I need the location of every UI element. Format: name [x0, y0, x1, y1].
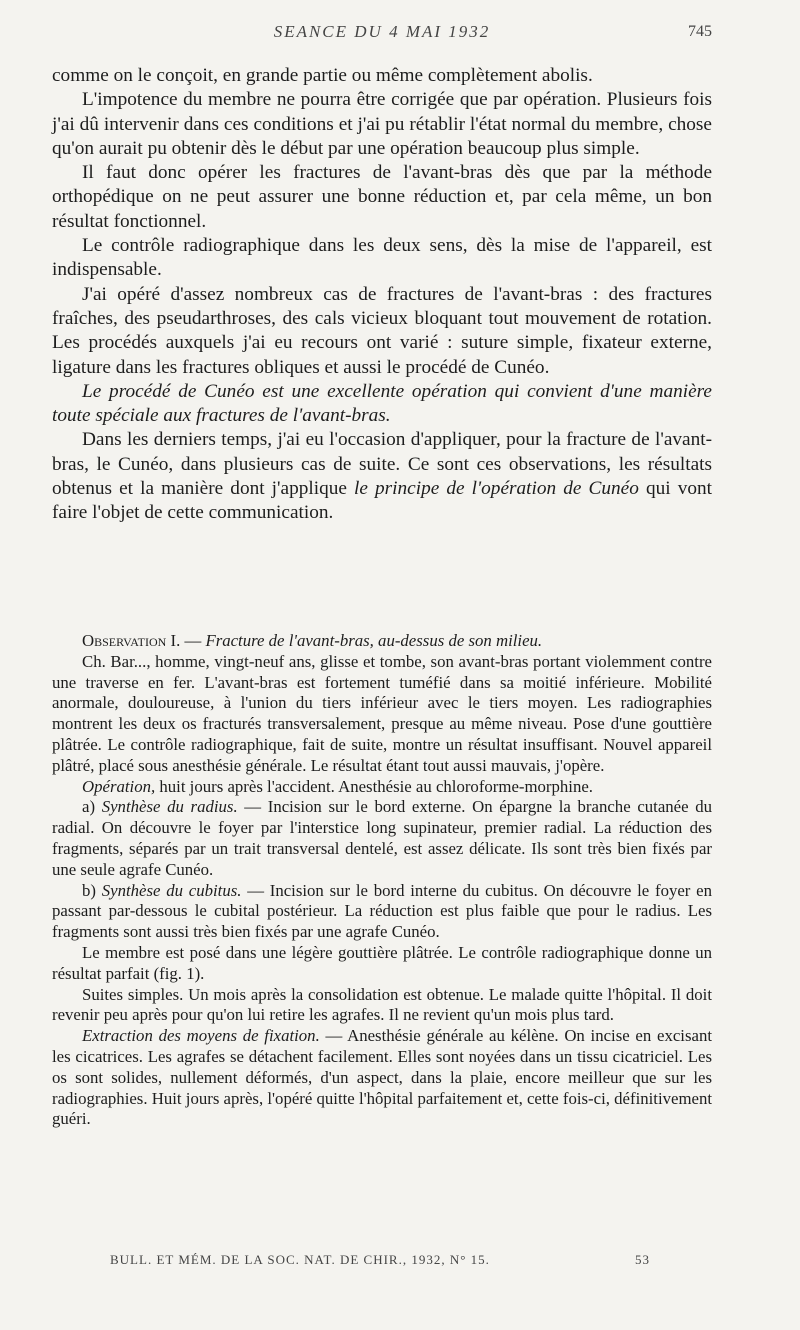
paragraph-text: — Incision sur le bord externe. On épargne la branche cutanée du radial. On découvre le foyer par l'interstice long supinateur, premier radial. La réduction des fragments, séparés par un trait transversal dentelé, est assez délicate. Ils sont très bien fixés par une seule agrafe Cunéo. [52, 797, 713, 879]
paragraph [52, 428, 712, 525]
heading-dash: — [180, 631, 206, 650]
paragraph: Il faut donc opérer les fractures de l'avant-bras dès que par la méthode orthopédique on ne peut assurer une bonne réduction et, par cela même, un bon résultat fonctionnel. [52, 162, 712, 232]
paragraph-text: — Anesthésie générale au kélène. On incise en excisant les cicatrices. Les agrafes se détachent facilement. Elles sont noyées dans un tissu cicatriciel. Les os sont solides, nullement déformés, d'un aspect, dans la plaie, encore meilleur que sur les radiographies. Huit jours après, l'opéré quitte l'hôpital parfaitement et, cette fois-ci, définitivement guéri. [52, 1026, 712, 1129]
observation-label: Observation I. [82, 631, 181, 650]
list-marker: a) [82, 797, 102, 817]
observation-paragraph [52, 797, 712, 880]
running-title: SEANCE DU 4 MAI 1932 [273, 22, 491, 41]
observation-section [52, 631, 712, 1130]
subheading: Synthèse du cubitus. [101, 880, 242, 900]
paragraph: comme on le conçoit, en grande partie ou même complètement abolis. [52, 65, 593, 86]
paragraph-text: qui vont faire l'objet de cette communication. [52, 478, 713, 524]
observation-paragraph [52, 881, 712, 943]
subheading: Opération, [82, 776, 156, 796]
observation-paragraph: Suites simples. Un mois après la consolidation est obtenue. Le malade quitte l'hôpital. Il doit revenir peu après pour qu'on lui retire les agrafes. Il ne revient qu'un mois plus tard. [52, 984, 712, 1025]
subheading: Synthèse du radius. [101, 797, 238, 817]
paragraph-text: huit jours après l'accident. Anesthésie au chloroforme-morphine. [155, 776, 593, 796]
signature-number: 53 [635, 1252, 650, 1267]
emphasized-phrase: le principe de l'opération de Cunéo [354, 478, 639, 500]
paragraph: Le contrôle radiographique dans les deux sens, dès la mise de l'appareil, est indispensable. [52, 235, 712, 281]
paragraph: J'ai opéré d'assez nombreux cas de fractures de l'avant-bras : des fractures fraîches, des pseudarthroses, des cals vicieux bloquant tout mouvement de rotation. Les procédés auxquels j'ai eu recours ont varié : suture simple, fixateur externe, ligature dans les fractures obliques et aussi le procédé de Cunéo. [52, 283, 712, 378]
main-text [52, 64, 712, 526]
page-header [52, 22, 712, 46]
observation-paragraph: Le membre est posé dans une légère gouttière plâtrée. Le contrôle radiographique donne un résultat parfait (fig. 1). [52, 942, 712, 983]
observation-paragraph [52, 777, 712, 798]
observation-heading [52, 631, 712, 652]
observation-paragraph [52, 1026, 712, 1130]
emphasized-paragraph: Le procédé de Cunéo est une excellente opération qui convient d'une manière toute spéciale aux fractures de l'avant-bras. [52, 380, 712, 427]
observation-paragraph: Ch. Bar..., homme, vingt-neuf ans, glisse et tombe, son avant-bras portant violemment contre une traverse en fer. L'avant-bras est fortement tuméfié dans sa moitié inférieure. Mobilité anormale, douloureuse, à l'union du tiers inférieur avec le tiers moyen. Les radiographies montrent les deux os fracturés transversalement, presque au même niveau. Pose d'une gouttière plâtrée. Le contrôle radiographique, fait de suite, montre un résultat insuffisant. Nouvel appareil plâtré, placé sous anesthésie générale. Le résultat étant tout aussi mauvais, j'opère. [52, 651, 712, 775]
page-number: 745 [688, 23, 712, 40]
list-marker: b) [82, 880, 102, 900]
paragraph-text: — Incision sur le bord interne du cubitus. On découvre le foyer en passant par-dessous le cubital postérieur. La réduction est plus faible que pour le radius. Les fragments sont aussi très bien fixés par une agrafe Cunéo. [52, 880, 712, 942]
paragraph: L'impotence du membre ne pourra être corrigée que par opération. Plusieurs fois j'ai dû intervenir dans ces conditions et j'ai pu rétablir l'état normal du membre, chose qu'on aurait pu obtenir dès le début par une opération beaucoup plus simple. [52, 89, 712, 159]
page-footer [52, 1252, 712, 1272]
bulletin-reference: BULL. ET MÉM. DE LA SOC. NAT. DE CHIR., 1932, N° 15. [110, 1252, 490, 1267]
subheading: Extraction des moyens de fixation. [82, 1026, 320, 1046]
observation-title: Fracture de l'avant-bras, au-dessus de son milieu. [205, 631, 543, 650]
paragraph-text: Dans les derniers temps, j'ai eu l'occasion d'appliquer, pour la fracture de l'avant-bras, le Cunéo, dans plusieurs cas de suite. Ce sont ces observations, les résultats obtenus et la manière dont j'applique [52, 429, 712, 500]
